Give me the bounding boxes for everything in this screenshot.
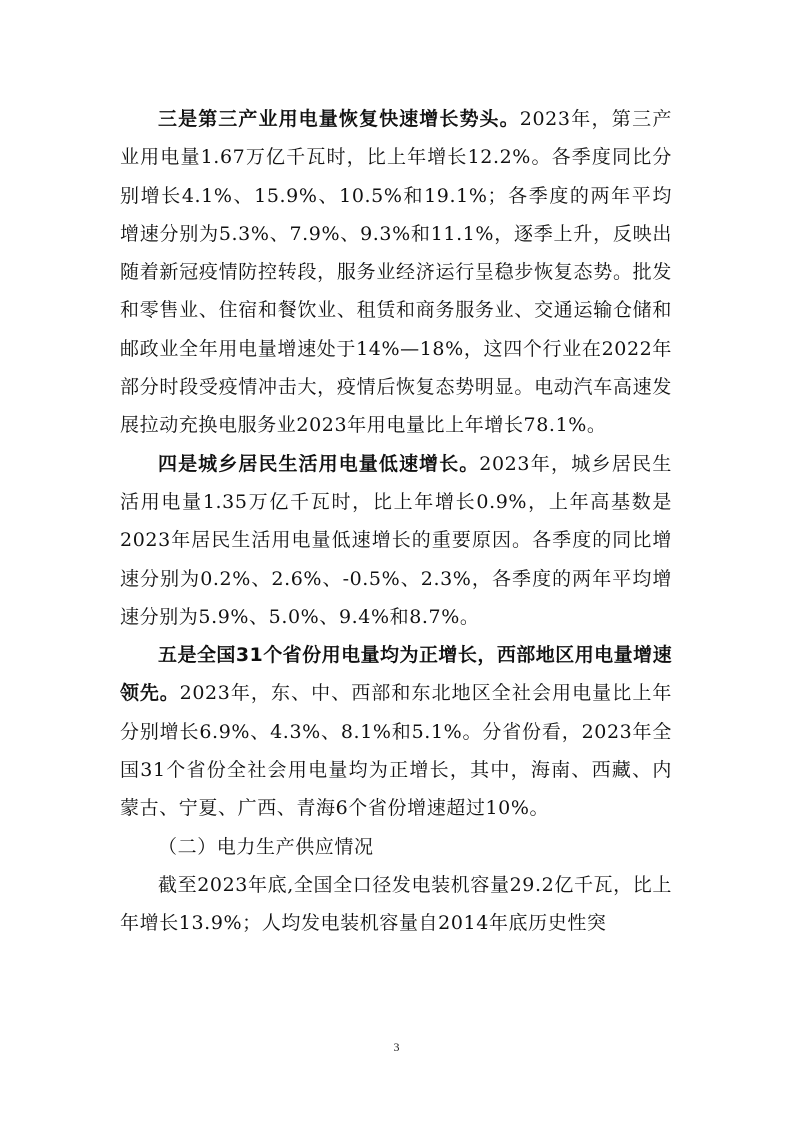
paragraph-residential (120, 445, 672, 636)
paragraph-lead: 三是第三产业用电量恢复快速增长势头。 (158, 108, 520, 130)
paragraph-lead: 五是全国31个省份用电量均为正增长，西部地区用电量增速领先。 (120, 644, 672, 705)
paragraph-generation-capacity: 截至2023年底,全国全口径发电装机容量29.2亿千瓦，比上年增长13.9%；人均发电装机容量自2014年底历史性突 (120, 873, 672, 935)
paragraph-text: 2023年，城乡居民生活用电量1.35万亿千瓦时，比上年增长0.9%，上年高基数是2023年居民生活用电量低速增长的重要原因。各季度的同比增速分别为0.2%、2.6%、-0.5%、2.3%，各季度的两年平均增速分别为5.9%、5.0%、9.4%和8.7%。 (120, 452, 672, 628)
paragraph-lead: 四是城乡居民生活用电量低速增长。 (158, 452, 480, 475)
section-heading: （二）电力生产供应情况 (158, 835, 374, 858)
paragraph-provinces (120, 636, 672, 827)
page-number: 3 (393, 1040, 400, 1054)
paragraph-text: 2023年，东、中、西部和东北地区全社会用电量比上年分别增长6.9%、4.3%、8.1%和5.1%。分省份看，2023年全国31个省份全社会用电量均为正增长，其中，海南、西藏、内蒙古、宁夏、广西、青海6个省份增速超过10%。 (120, 682, 672, 820)
document-body (120, 100, 672, 943)
paragraph-tertiary-industry (120, 100, 672, 445)
paragraph-text: 2023年，第三产业用电量1.67万亿千瓦时，比上年增长12.2%。各季度同比分别增长4.1%、15.9%、10.5%和19.1%；各季度的两年平均增速分别为5.3%、7.9%、9.3%和11.1%，逐季上升，反映出随着新冠疫情防控转段，服务业经济运行呈稳步恢复态势。批发和零售业、住宿和餐饮业、租赁和商务服务业、交通运输仓储和邮政业全年用电量增速处于14%—18%，这四个行业在2022年部分时段受疫情冲击大，疫情后恢复态势明显。电动汽车高速发展拉动充换电服务业2023年用电量比上年增长78.1%。 (120, 108, 672, 437)
